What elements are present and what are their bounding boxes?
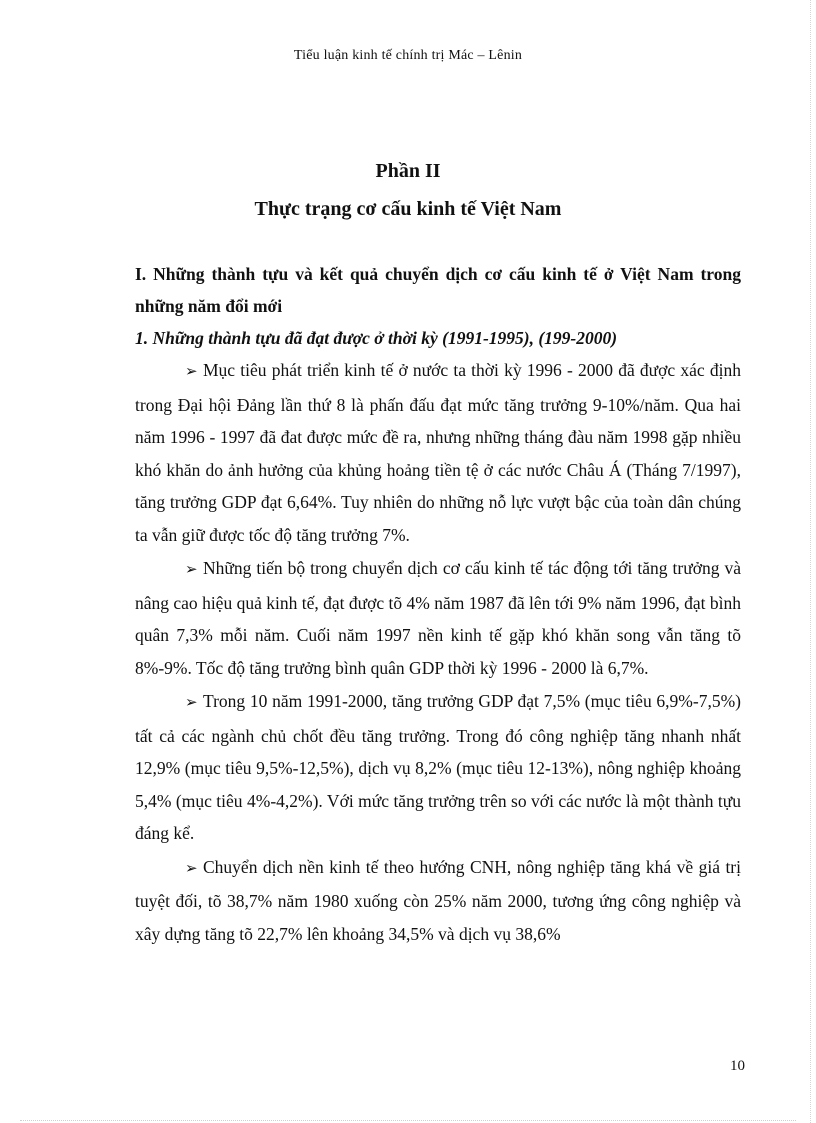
arrowhead-bullet-icon: ➢ xyxy=(185,364,198,380)
arrowhead-bullet-icon: ➢ xyxy=(185,695,198,711)
arrowhead-bullet-icon: ➢ xyxy=(185,860,198,877)
running-header: Tiểu luận kinh tế chính trị Mác – Lênin xyxy=(293,48,523,63)
sub-heading: 1. Những thành tựu đã đạt được ở thời kỳ (1991-1995), (199-2000) xyxy=(135,328,618,348)
paragraph-text: Những tiến bộ trong chuyển dịch cơ cấu kinh tế tác động tới tăng trưởng và nâng cao hiệu quả kinh tế, đạt được tõ 4% năm 1987 đã lên tới 9% năm 1996, đạt bình quân 7,3% mỗi năm. Cuối năm 1997 nền kinh tế gặp khó khăn song vẫn tăng tõ 8%-9%. Tốc độ tăng trưởng bình quân GDP thời kỳ 1996 - 2000 là 6,7%. xyxy=(135,558,741,678)
paragraph xyxy=(135,552,741,684)
arrowhead-bullet-icon: ➢ xyxy=(185,562,198,578)
footer-divider xyxy=(20,1120,796,1121)
document-body xyxy=(135,258,741,950)
paragraph-text: Trong 10 năm 1991-2000, tăng trưởng GDP đạt 7,5% (mục tiêu 6,9%-7,5%) tất cả các ngành chủ chốt đều tăng trưởng. Trong đó công nghiệp tăng nhanh nhất 12,9% (mục tiêu 9,5%-12,5%), dịch vụ 8,2% (mục tiêu 12-13%), nông nghiệp khoảng 5,4% (mục tiêu 4%-4,2%). Với mức tăng trưởng trên so với các nước là một thành tựu đáng kể. xyxy=(135,691,741,843)
part-title: Phần II xyxy=(375,160,441,182)
page-number: 10 xyxy=(730,1058,745,1074)
chapter-title: Thực trạng cơ cấu kinh tế Việt Nam xyxy=(254,198,562,220)
page-edge-divider xyxy=(810,0,811,1123)
paragraph xyxy=(135,354,741,551)
paragraph xyxy=(135,851,741,951)
paragraph-text: Chuyển dịch nền kinh tế theo hướng CNH, nông nghiệp tăng khá về giá trị tuyệt đối, tõ 38,7% năm 1980 xuống còn 25% năm 2000, tương ứng công nghiệp và xây dựng tăng tõ 22,7% lên khoảng 34,5% và dịch vụ 38,6% xyxy=(135,856,741,944)
paragraph-text: Mục tiêu phát triển kinh tế ở nước ta thời kỳ 1996 - 2000 đã được xác định trong Đại hội Đảng lần thứ 8 là phấn đấu đạt mức tăng trưởng 9-10%/năm. Qua hai năm 1996 - 1997 đã đat được mức đề ra, nhưng những tháng đàu năm 1998 gặp nhiều khó khăn do ảnh hưởng của khủng hoảng tiền tệ ở các nước Châu Á (Tháng 7/1997), tăng trưởng GDP đạt 6,64%. Tuy nhiên do những nỗ lực vượt bậc của toàn dân chúng ta vẫn giữ được tốc độ tăng trưởng 7%. xyxy=(135,360,741,545)
paragraph xyxy=(135,685,741,850)
section-heading: I. Những thành tựu và kết quả chuyển dịch cơ cấu kinh tế ở Việt Nam trong những năm đổi mới xyxy=(135,264,741,316)
